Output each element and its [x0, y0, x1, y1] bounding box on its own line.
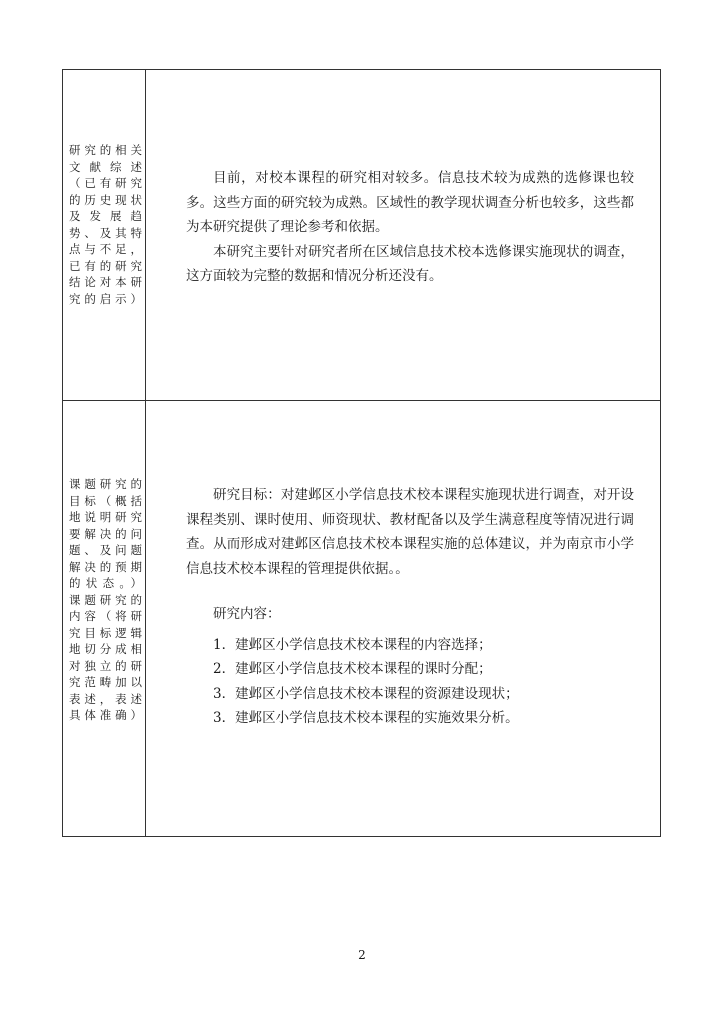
label-line: 及 发 展 趋	[69, 209, 142, 223]
label-line: 目标（概括	[69, 493, 142, 508]
label-line: 要解决的问	[69, 526, 142, 541]
label-line: 势、及其特	[69, 225, 142, 240]
label-line: 对独立的研	[69, 658, 142, 673]
label-line: 表述，表述	[69, 691, 142, 706]
label-line: 课题研究的	[69, 592, 142, 607]
label-line: 研究的相关	[69, 143, 142, 157]
spacer	[186, 581, 634, 602]
label-line: 结论对本研	[69, 275, 142, 289]
label-line: 文 献 综 述	[69, 159, 142, 174]
label-line: 具体准确）	[69, 708, 142, 722]
label-line: 的状态。）	[69, 576, 142, 590]
research-content-title: 研究内容：	[213, 606, 281, 622]
literature-review-row	[63, 70, 660, 401]
list-item: 2．建邺区小学信息技术校本课程的课时分配；	[213, 661, 492, 677]
literature-review-content	[146, 70, 660, 400]
label-line: 究的启示）	[69, 291, 142, 306]
page-number: 2	[358, 948, 366, 962]
review-paragraph-2: 本研究主要针对研究者所在区域信息技术校本选修课实施现状的调查，这方面较为完整的数据和情况分析还没有。	[186, 243, 634, 284]
label-line: 解决的预期	[69, 559, 142, 574]
label-line: 地说明研究	[69, 510, 142, 524]
label-line: 的历史现状	[69, 192, 142, 207]
research-content-list	[186, 633, 634, 731]
list-item: 3．建邺区小学信息技术校本课程的实施效果分析。	[213, 710, 519, 726]
list-item: 3．建邺区小学信息技术校本课程的资源建设现状；	[213, 685, 519, 702]
literature-review-label	[63, 70, 146, 400]
list-item: 1．建邺区小学信息技术校本课程的内容选择；	[213, 636, 492, 653]
research-goal-content	[146, 401, 660, 836]
label-line: 题、及问题	[69, 543, 142, 557]
label-line: 课题研究的	[69, 477, 142, 491]
label-line: （已有研究	[69, 176, 142, 190]
label-line: 内容（将研	[69, 609, 142, 623]
label-line: 地切分成相	[69, 642, 142, 656]
label-line: 究范畴加以	[69, 675, 142, 689]
research-goal-paragraph: 研究目标：对建邺区小学信息技术校本课程实施现状进行调查，对开设课程类别、课时使用、师资现状、教材配备以及学生满意程度等情况进行调查。从而形成对建邺区信息技术校本课程实施的总体建议，并为南京市小学信息技术校本课程的管理提供依据。。	[186, 487, 634, 577]
label-line: 点与不足，	[69, 242, 142, 256]
label-line: 已有的研究	[69, 258, 142, 273]
form-table	[62, 69, 661, 837]
research-goal-content-row	[63, 401, 660, 836]
research-goal-content-label	[63, 401, 146, 836]
review-paragraph-1: 目前，对校本课程的研究相对较多。信息技术较为成熟的选修课也较多。这些方面的研究较为成熟。区域性的教学现状调查分析也较多，这些都为本研究提供了理论参考和依据。	[186, 170, 634, 235]
label-line: 究目标逻辑	[69, 625, 142, 640]
